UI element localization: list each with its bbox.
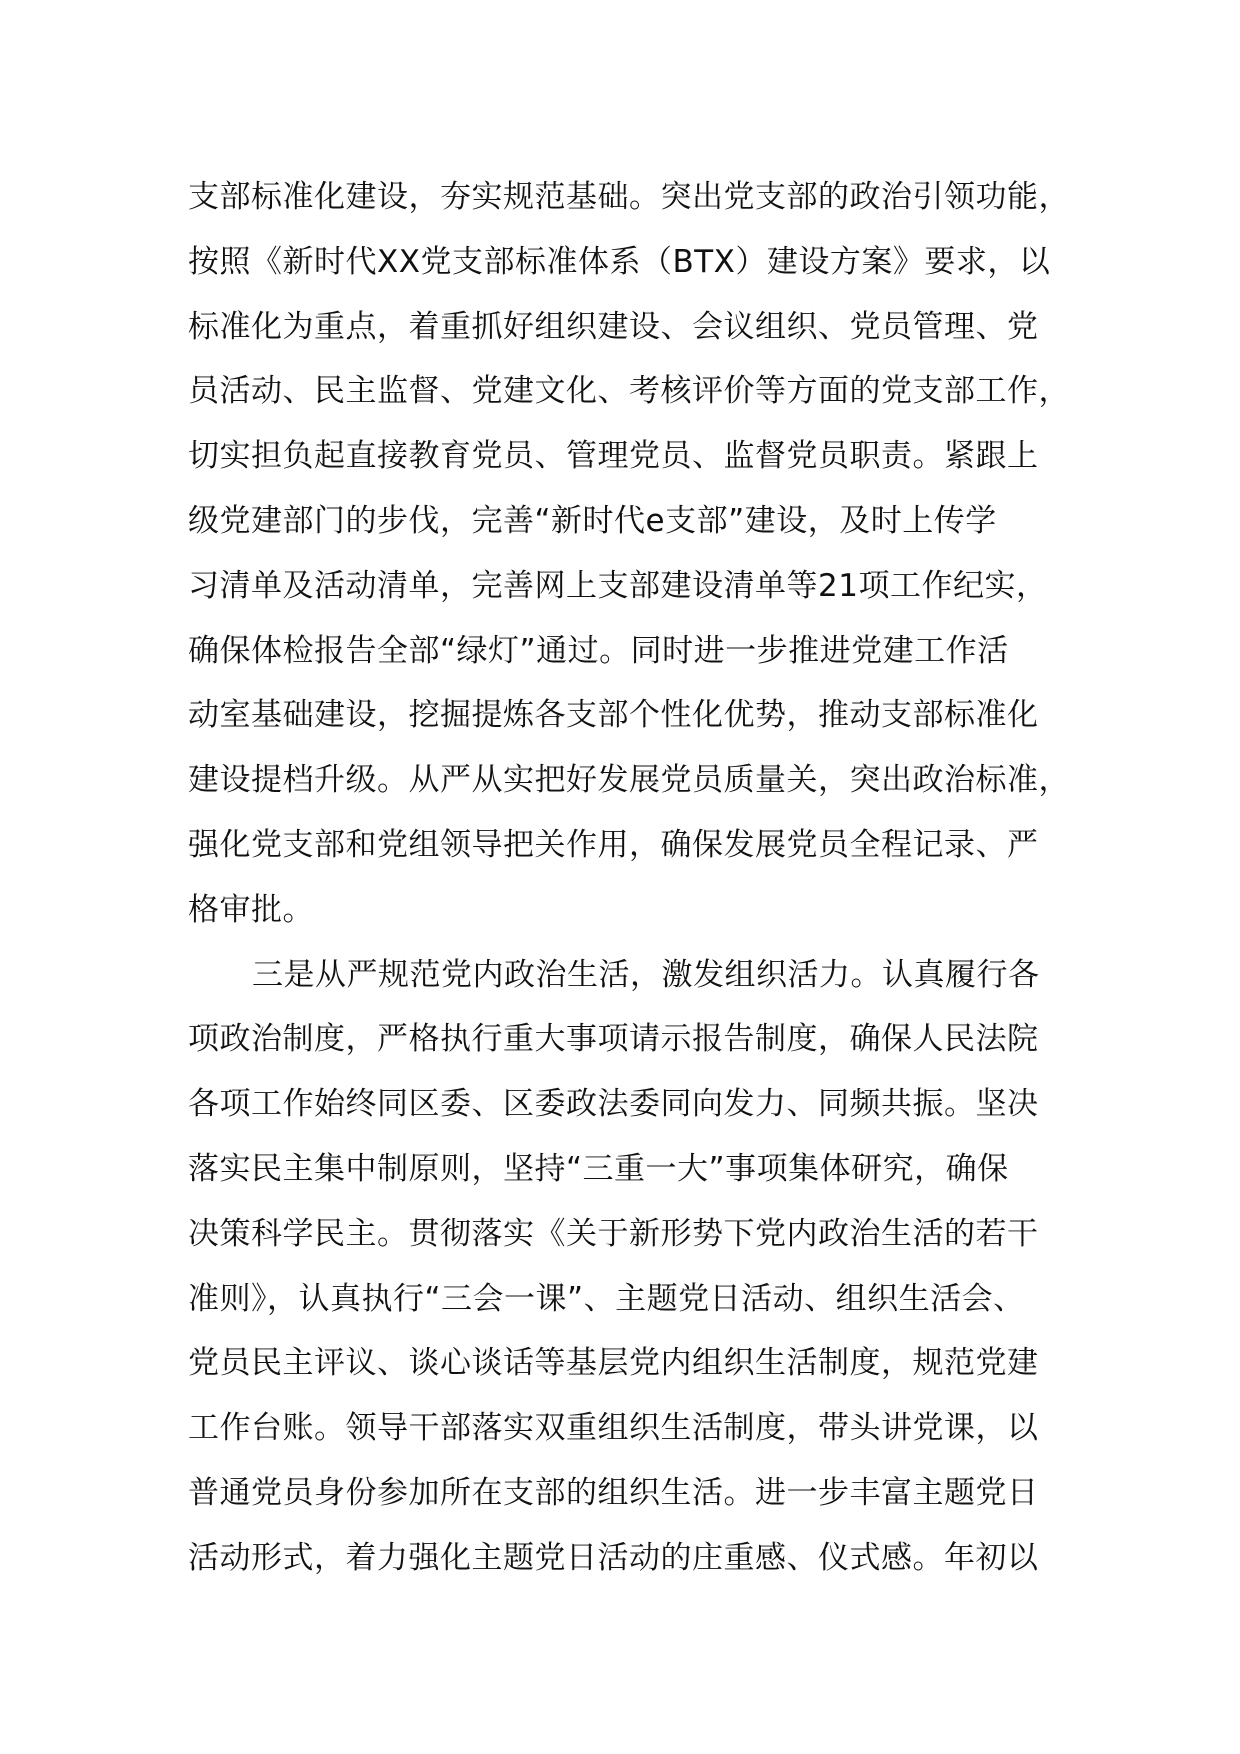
text-line: 准则》，认真执行“三会一课”、主题党日活动、组织生活会、: [188, 1280, 1025, 1317]
text-line: 党员民主评议、谈心谈话等基层党内组织生活制度，规范党建: [188, 1345, 1039, 1382]
body-text: [188, 165, 1088, 1591]
text-line: 动室基础建设，挖掘提炼各支部个性化优势，推动支部标准化: [188, 697, 1039, 734]
text-line: 工作台账。领导干部落实双重组织生活制度，带头讲党课，以: [188, 1410, 1039, 1447]
text-line: 各项工作始终同区委、区委政法委同向发力、同频共振。坚决: [188, 1086, 1039, 1123]
text-line: 活动形式，着力强化主题党日活动的庄重感、仪式感。年初以: [188, 1539, 1039, 1576]
text-line: 落实民主集中制原则，坚持“三重一大”事项集体研究，确保: [188, 1150, 1009, 1187]
text-line: 格审批。: [188, 891, 314, 928]
text-line: 项政治制度，严格执行重大事项请示报告制度，确保人民法院: [188, 1021, 1039, 1058]
text-line: 强化党支部和党组领导把关作用，确保发展党员全程记录、严: [188, 826, 1039, 863]
text-line: 普通党员身份参加所在支部的组织生活。进一步丰富主题党日: [188, 1474, 1039, 1511]
text-line: 习清单及活动清单，完善网上支部建设清单等21项工作纪实，: [188, 567, 1048, 604]
text-line: 切实担负起直接教育党员、管理党员、监督党员职责。紧跟上: [188, 438, 1039, 475]
text-line: 决策科学民主。贯彻落实《关于新形势下党内政治生活的若干: [188, 1215, 1039, 1252]
text-line: 级党建部门的步伐，完善“新时代e支部”建设，及时上传学: [188, 502, 997, 539]
text-line: 支部标准化建设，夯实规范基础。突出党支部的政治引领功能，: [188, 179, 1070, 215]
text-line: 按照《新时代XX党支部标准体系（BTX）建设方案》要求，以: [188, 243, 1051, 280]
text-line: 标准化为重点，着重抓好组织建设、会议组织、党员管理、党: [188, 308, 1039, 345]
paragraph-start-line: 三是从严规范党内政治生活，激发组织活力。认真履行各: [252, 956, 1040, 993]
text-line: 建设提档升级。从严从实把好发展党员质量关，突出政治标准，: [188, 762, 1070, 799]
text-line: 确保体检报告全部“绿灯”通过。同时进一步推进党建工作活: [188, 632, 1009, 669]
text-line: 员活动、民主监督、党建文化、考核评价等方面的党支部工作，: [188, 373, 1070, 410]
